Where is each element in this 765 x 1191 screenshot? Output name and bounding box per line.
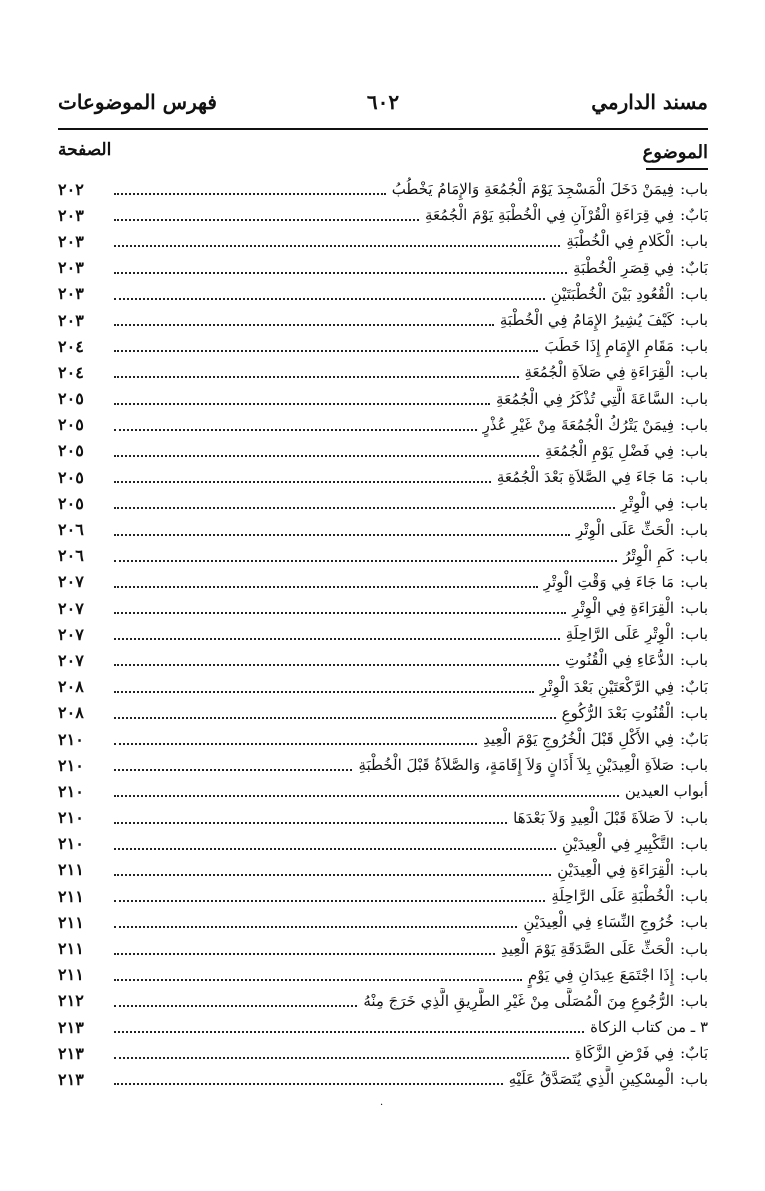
dot-leader xyxy=(114,322,494,326)
toc-entry-text xyxy=(509,1070,708,1088)
toc-entry-text xyxy=(501,940,708,958)
dot-leader xyxy=(114,951,495,955)
toc-entry-prefix: باب: xyxy=(680,415,708,434)
toc-entry-title: الْقُنُوتِ بَعْدَ الرُّكُوعِ xyxy=(561,703,675,722)
footer-mark: · xyxy=(380,1100,384,1111)
toc-entry xyxy=(58,1014,708,1040)
toc-entry-text xyxy=(566,232,708,250)
toc-entry-text xyxy=(513,809,708,827)
toc-entry-prefix: باب: xyxy=(680,651,708,670)
toc-entry-page: ٢١٠ xyxy=(58,781,84,801)
toc-entry-title: كَمِ الْوِتْرُ xyxy=(623,546,675,565)
toc-entry-title: لاَ صَلاَةَ قَبْلَ الْعِيدِ وَلاَ بَعْدَهَا xyxy=(513,808,675,827)
toc-entry-prefix: باب: xyxy=(680,337,708,356)
toc-entry xyxy=(58,752,708,778)
toc-entry-page: ٢٠٣ xyxy=(58,310,84,330)
toc-entry-title: الْخُطْبَةِ عَلَى الرَّاحِلَةِ xyxy=(551,887,675,906)
toc-entry xyxy=(58,909,708,935)
toc-entry-text xyxy=(544,573,708,591)
toc-entry-title: فِي الأَكْلِ قَبْلَ الْخُرُوجِ يَوْمَ الْعِيدِ xyxy=(483,730,675,749)
toc-entry-prefix: باب: xyxy=(680,756,708,775)
toc-entry-prefix: باب: xyxy=(680,284,708,303)
page-number: ٦٠٢ xyxy=(366,90,400,114)
toc-entry-page: ٢٠٨ xyxy=(58,703,84,723)
toc-entry-title: مَا جَاءَ فِي وَقْتِ الْوِتْرِ xyxy=(543,572,675,591)
toc-entry-text xyxy=(358,756,708,774)
toc-entry-text xyxy=(523,913,708,931)
toc-entry-title: فِيمَنْ يَتْرُكُ الْجُمُعَةَ مِنْ غَيْرِ عُذْرٍ xyxy=(482,415,675,434)
toc-entry xyxy=(58,778,708,804)
toc-entry-prefix: باب: xyxy=(680,625,708,644)
dot-leader xyxy=(114,741,477,745)
toc-entry xyxy=(58,176,708,202)
toc-entry-title: التَّكْبِيرِ فِي الْعِيدَيْنِ xyxy=(562,834,675,853)
dot-leader xyxy=(114,715,556,719)
toc-entry-text xyxy=(528,966,708,984)
toc-entry-title: فِي قِصَرِ الْخُطْبَةِ xyxy=(573,258,675,277)
toc-entry xyxy=(58,857,708,883)
toc-entry-title: مَا جَاءَ فِي الصَّلاَةِ بَعْدَ الْجُمُعَةِ xyxy=(496,468,675,487)
toc-entry xyxy=(58,228,708,254)
toc-entry-page: ٢٠٧ xyxy=(58,598,84,618)
toc-entry xyxy=(58,726,708,752)
toc-list xyxy=(58,176,708,1093)
toc-entry-title: الْقُعُودِ بَيْنَ الْخُطْبَتَيْنِ xyxy=(550,284,675,303)
dot-leader xyxy=(114,558,617,562)
toc-entry-title: الْقِرَاءَةِ فِي صَلاَةِ الْجُمُعَةِ xyxy=(524,363,675,382)
dot-leader xyxy=(114,820,507,824)
toc-entry-text xyxy=(621,494,708,512)
toc-entry xyxy=(58,386,708,412)
toc-entry-page: ٢٠٣ xyxy=(58,284,84,304)
toc-entry-text xyxy=(525,363,709,381)
dot-leader xyxy=(114,270,567,274)
toc-entry-page: ٢١٠ xyxy=(58,755,84,775)
toc-entry-page: ٢١٠ xyxy=(58,808,84,828)
toc-entry-page: ٢٠٦ xyxy=(58,520,84,540)
toc-entry xyxy=(58,935,708,961)
toc-entry-prefix: باب: xyxy=(680,311,708,330)
dot-leader xyxy=(114,846,556,850)
toc-entry-page: ٢٠٧ xyxy=(58,650,84,670)
dot-leader xyxy=(114,1029,584,1033)
dot-leader xyxy=(114,296,545,300)
toc-entry-text xyxy=(425,206,708,224)
toc-entry xyxy=(58,1040,708,1066)
toc-entry-text xyxy=(500,311,708,329)
dot-leader xyxy=(114,401,490,405)
toc-entry-title: فِي الرَّكْعَتَيْنِ بَعْدَ الْوِتْرِ xyxy=(540,677,675,696)
toc-entry-page: ٢٠٥ xyxy=(58,467,84,487)
toc-entry xyxy=(58,595,708,621)
dot-leader xyxy=(114,584,538,588)
dot-leader xyxy=(114,505,615,509)
toc-entry-prefix: باب: xyxy=(680,572,708,591)
section-title: فهرس الموضوعات xyxy=(58,90,217,114)
toc-entry xyxy=(58,490,708,516)
toc-entry-prefix: باب: xyxy=(680,834,708,853)
book-title: مسند الدارمي xyxy=(591,90,708,114)
toc-entry xyxy=(58,255,708,281)
toc-entry-prefix: باب: xyxy=(680,232,708,251)
toc-entry-prefix: باب: xyxy=(680,965,708,984)
dot-leader xyxy=(114,662,559,666)
toc-entry xyxy=(58,831,708,857)
toc-entry-title: إِذَا اجْتَمَعَ عِيدَانِ فِي يَوْمٍ xyxy=(527,965,675,984)
toc-entry-prefix: باب: xyxy=(680,808,708,827)
toc-entry-text xyxy=(483,730,708,748)
dot-leader xyxy=(114,348,538,352)
header-rule xyxy=(58,128,708,130)
toc-entry-page: ٢٠٤ xyxy=(58,336,84,356)
toc-entry-text xyxy=(557,861,708,879)
toc-entry xyxy=(58,281,708,307)
toc-entry-prefix: باب: xyxy=(680,1070,708,1089)
toc-entry xyxy=(58,202,708,228)
toc-entry-page: ٢٠٥ xyxy=(58,441,84,461)
toc-entry-page: ٢١٣ xyxy=(58,1017,84,1037)
toc-entry-title: الْقِرَاءَةِ فِي الْوِتْرِ xyxy=(572,599,675,618)
toc-entry-page: ٢٠٦ xyxy=(58,546,84,566)
toc-entry xyxy=(58,883,708,909)
toc-entry-prefix: بَابٌ: xyxy=(680,258,708,277)
toc-entry-page: ٢٠٥ xyxy=(58,493,84,513)
page-column-header: الصفحة xyxy=(58,140,112,160)
toc-entry xyxy=(58,543,708,569)
toc-entry-text xyxy=(566,625,708,643)
dot-leader xyxy=(114,636,560,640)
toc-entry-page: ٢٠٤ xyxy=(58,362,84,382)
toc-entry xyxy=(58,333,708,359)
toc-entry xyxy=(58,516,708,542)
toc-entry xyxy=(58,412,708,438)
toc-entry-prefix: باب: xyxy=(680,599,708,618)
toc-entry xyxy=(58,359,708,385)
toc-entry xyxy=(58,438,708,464)
toc-entry-title: السَّاعَةَ الَّتِي تُذْكَرُ فِي الْجُمُعَةِ xyxy=(496,389,675,408)
topic-column-header: الموضوع xyxy=(642,142,708,163)
toc-entry-text xyxy=(496,390,708,408)
dot-leader xyxy=(114,924,517,928)
toc-entry-title: فِي قِرَاءَةِ الْقُرْآنِ فِي الْخُطْبَةِ يَوْمَ الْجُمُعَةِ xyxy=(424,206,675,225)
toc-entry-text xyxy=(562,835,708,853)
toc-entry-prefix: باب: xyxy=(680,913,708,932)
toc-entry-title: فِيمَنْ دَخَلَ الْمَسْجِدَ يَوْمَ الْجُمُعَةِ وَالإِمَامُ يَخْطُبُ xyxy=(391,180,675,199)
toc-entry-title: أبواب العيدين xyxy=(624,782,708,801)
toc-entry-title: الدُّعَاءِ فِي الْقُنُوتِ xyxy=(564,651,675,670)
toc-entry-text xyxy=(544,337,708,355)
toc-entry-title: فِي فَرْضِ الزَّكَاةِ xyxy=(574,1044,675,1063)
toc-entry-text xyxy=(562,704,708,722)
toc-entry-title: الْمِسْكِينِ الَّذِي يُتَصَدَّقُ عَلَيْهِ xyxy=(508,1070,675,1089)
toc-entry-title: خُرُوجِ النِّسَاءِ فِي الْعِيدَيْنِ xyxy=(523,913,675,932)
toc-entry-prefix: بَابٌ: xyxy=(680,677,708,696)
dot-leader xyxy=(114,689,534,693)
dot-leader xyxy=(114,977,522,981)
toc-entry-page: ٢٠٣ xyxy=(58,205,84,225)
toc-entry-text xyxy=(590,1018,708,1036)
toc-entry-page: ٢١١ xyxy=(58,886,84,906)
toc-entry-page: ٢٠٣ xyxy=(58,258,84,278)
toc-entry-prefix: باب: xyxy=(680,546,708,565)
dot-leader xyxy=(114,1055,569,1059)
toc-entry xyxy=(58,674,708,700)
toc-entry-page: ٢١١ xyxy=(58,860,84,880)
toc-entry xyxy=(58,700,708,726)
toc-entry-title: الرُّجُوعِ مِنَ الْمُصَلَّى مِنْ غَيْرِ الطَّرِيقِ الَّذِي خَرَجَ مِنْهُ xyxy=(363,991,675,1010)
dot-leader xyxy=(114,872,551,876)
toc-entry-title: مَقَامِ الإِمَامِ إِذَا خَطَبَ xyxy=(544,337,675,356)
toc-entry-prefix: باب: xyxy=(680,520,708,539)
toc-entry xyxy=(58,621,708,647)
toc-entry-text xyxy=(545,442,708,460)
toc-entry xyxy=(58,569,708,595)
toc-entry-text xyxy=(623,547,708,565)
toc-entry-page: ٢١٣ xyxy=(58,1069,84,1089)
toc-entry xyxy=(58,464,708,490)
toc-entry-prefix: باب: xyxy=(680,180,708,199)
toc-entry xyxy=(58,1066,708,1092)
toc-entry-text xyxy=(565,651,708,669)
toc-entry-title: فِي فَضْلِ يَوْمِ الْجُمُعَةِ xyxy=(544,441,675,460)
toc-entry-page: ٢٠٥ xyxy=(58,415,84,435)
toc-entry-title: الْحَثِّ عَلَى الْوِتْرِ xyxy=(576,520,675,539)
toc-entry-title: الْكَلامِ فِي الْخُطْبَةِ xyxy=(566,232,675,251)
column-headers xyxy=(58,134,708,168)
toc-entry-prefix: باب: xyxy=(680,389,708,408)
toc-entry xyxy=(58,805,708,831)
toc-entry-page: ٢٠٧ xyxy=(58,572,84,592)
toc-entry-page: ٢١٠ xyxy=(58,834,84,854)
dot-leader xyxy=(114,427,477,431)
dot-leader xyxy=(114,243,560,247)
toc-entry-prefix: باب: xyxy=(680,887,708,906)
toc-entry-title: الْقِرَاءَةِ فِي الْعِيدَيْنِ xyxy=(557,860,675,879)
toc-entry-page: ٢١٢ xyxy=(58,991,84,1011)
toc-entry xyxy=(58,988,708,1014)
toc-entry-text xyxy=(551,285,708,303)
toc-entry-text xyxy=(572,599,708,617)
toc-entry-text xyxy=(392,180,708,198)
toc-entry-page: ٢٠٢ xyxy=(58,179,84,199)
toc-entry-text xyxy=(625,782,708,800)
toc-entry-title: كَيْفَ يُشِيرُ الإِمَامُ فِي الْخُطْبَةِ xyxy=(499,311,675,330)
dot-leader xyxy=(114,767,352,771)
toc-entry-prefix: باب: xyxy=(680,703,708,722)
dot-leader xyxy=(114,217,419,221)
toc-entry-text xyxy=(363,992,708,1010)
toc-entry-prefix: باب: xyxy=(680,363,708,382)
dot-leader xyxy=(114,1081,503,1085)
toc-entry-text xyxy=(540,678,708,696)
toc-entry-prefix: باب: xyxy=(680,441,708,460)
toc-entry-page: ٢١٣ xyxy=(58,1043,84,1063)
toc-entry-text xyxy=(576,521,708,539)
toc-entry-page: ٢٠٧ xyxy=(58,624,84,644)
toc-entry-text xyxy=(551,887,708,905)
dot-leader xyxy=(114,1003,357,1007)
toc-entry-title: صَلاَةِ الْعِيدَيْنِ بِلاَ أَذَانٍ وَلاَ إِقَامَةٍ، وَالصَّلاَةُ قَبْلَ الْخُطْبَةِ xyxy=(358,756,675,775)
toc-entry-prefix: باب: xyxy=(680,860,708,879)
dot-leader xyxy=(114,374,519,378)
dot-leader xyxy=(114,532,570,536)
toc-entry-page: ٢١١ xyxy=(58,939,84,959)
toc-entry-page: ٢٠٨ xyxy=(58,677,84,697)
running-header xyxy=(58,84,708,124)
toc-entry-prefix: باب: xyxy=(680,991,708,1010)
dot-leader xyxy=(114,898,545,902)
toc-entry-prefix: بَابٌ: xyxy=(680,730,708,749)
toc-entry-prefix: بَابٌ: xyxy=(680,206,708,225)
toc-entry-prefix: باب: xyxy=(680,468,708,487)
dot-leader xyxy=(114,479,491,483)
toc-entry xyxy=(58,647,708,673)
toc-entry-page: ٢١٠ xyxy=(58,729,84,749)
toc-entry-title: ٣ ـ من كتاب الزكاة xyxy=(590,1018,708,1037)
toc-entry-page: ٢١١ xyxy=(58,912,84,932)
toc-entry-page: ٢٠٣ xyxy=(58,231,84,251)
toc-entry-prefix: بَابٌ: xyxy=(680,1044,708,1063)
toc-entry xyxy=(58,962,708,988)
toc-entry xyxy=(58,307,708,333)
dot-leader xyxy=(114,793,619,797)
dot-leader xyxy=(114,610,566,614)
toc-entry-text xyxy=(573,259,708,277)
toc-entry-prefix: باب: xyxy=(680,939,708,958)
toc-entry-text xyxy=(575,1044,708,1062)
toc-entry-text xyxy=(497,468,708,486)
toc-entry-title: فِي الْوِتْرِ xyxy=(620,494,675,513)
toc-entry-page: ٢٠٥ xyxy=(58,389,84,409)
toc-entry-page: ٢١١ xyxy=(58,965,84,985)
dot-leader xyxy=(114,191,386,195)
toc-entry-text xyxy=(483,416,708,434)
toc-entry-title: الْحَثِّ عَلَى الصَّدَقَةِ يَوْمَ الْعِيدِ xyxy=(501,939,675,958)
toc-entry-title: الْوِتْرِ عَلَى الرَّاحِلَةِ xyxy=(565,625,675,644)
toc-entry-prefix: باب: xyxy=(680,494,708,513)
topic-header-underline xyxy=(646,168,708,170)
dot-leader xyxy=(114,453,539,457)
